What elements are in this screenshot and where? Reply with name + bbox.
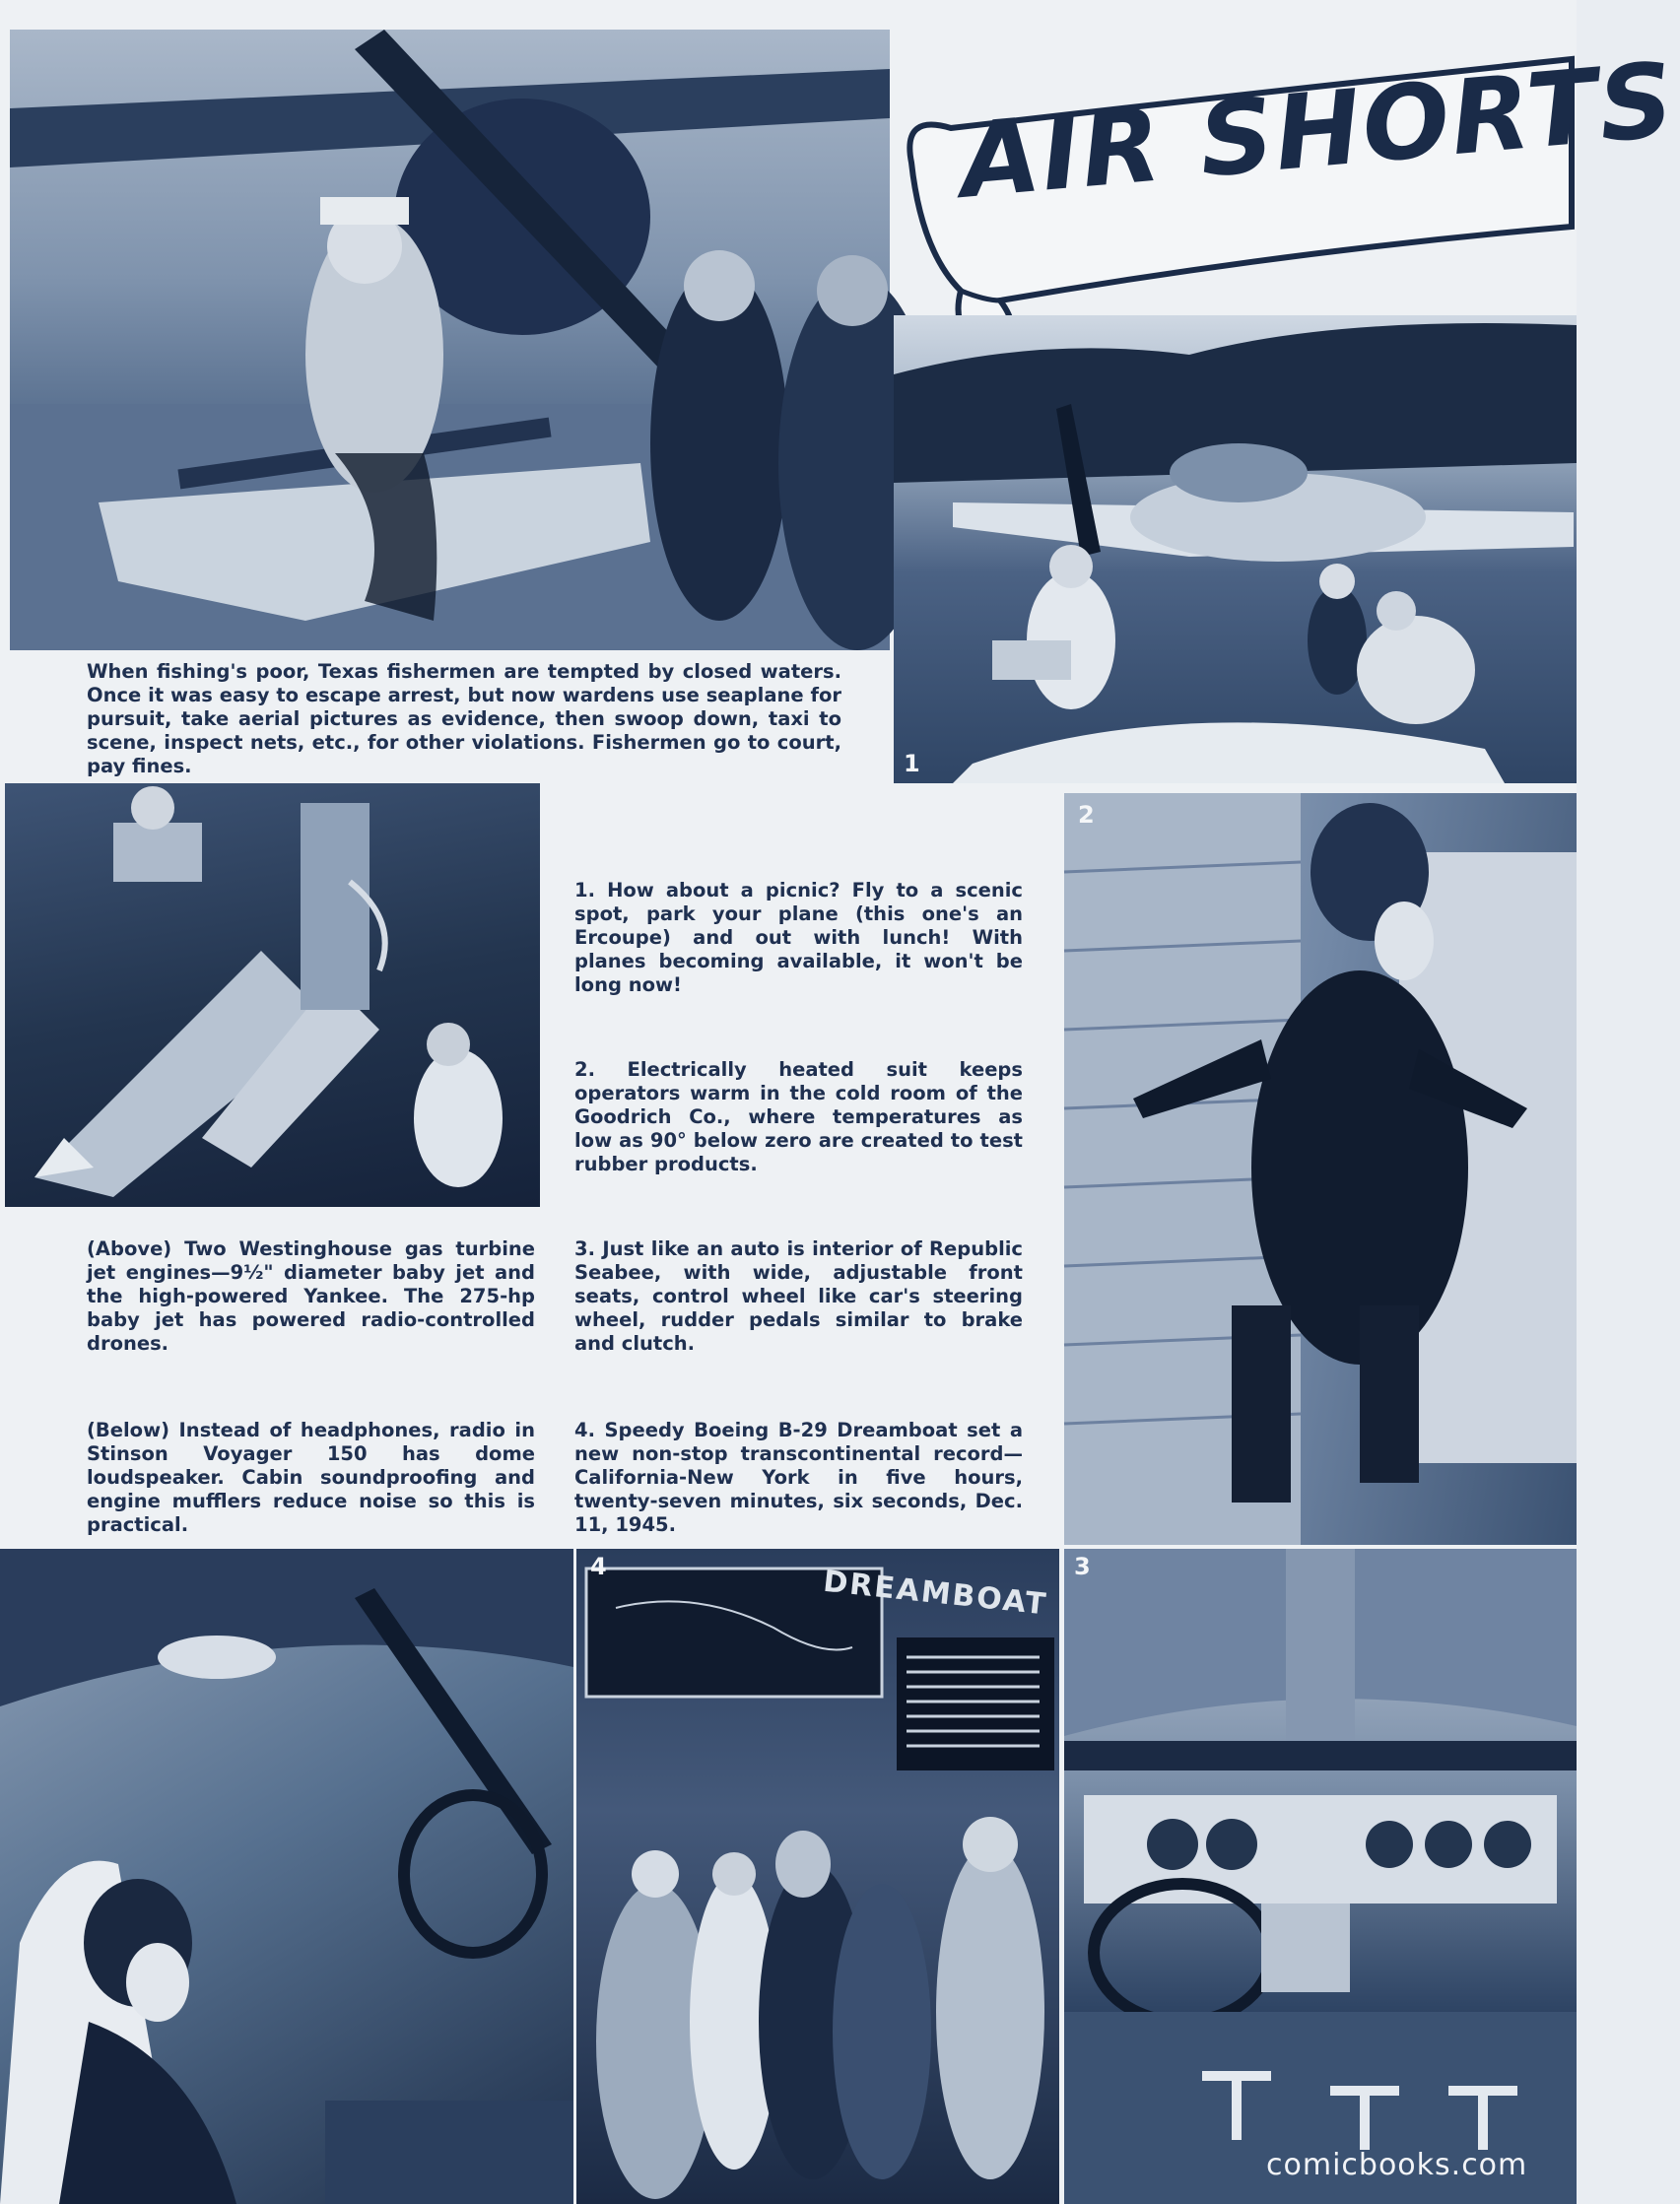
ercoupe-picnic-photo (894, 315, 1577, 783)
dreamboat-illustration (576, 1549, 1059, 2204)
photo-number-4: 4 (590, 1553, 607, 1580)
caption-item-3-text: Just like an auto is interior of Republic Seabee, with wide, adjustable front seats, control wheel like car's steering wheel, rudder pedals similar to brake and clutch. (574, 1237, 1023, 1355)
dreamboat-nose-label: DREAMBOAT (821, 1564, 1049, 1623)
source-watermark: comicbooks.com (1266, 2148, 1528, 2182)
heated-suit-illustration (1064, 793, 1577, 1545)
jet-engines-illustration (5, 783, 540, 1207)
seabee-cockpit-illustration (1064, 1549, 1577, 2204)
photo-number-1: 1 (904, 750, 920, 777)
caption-above: (Above) Two Westinghouse gas turbine jet engines—9½" diameter baby jet and the high-powered Yankee. The 275-hp baby jet has powered radio-controlled drones. (87, 1237, 535, 1355)
caption-item-2-number: 2. (574, 1058, 595, 1081)
caption-item-1-text: How about a picnic? Fly to a scenic spot, park your plane (this one's an Ercoupe) and out with lunch! With planes becoming available, it won't be long now! (574, 879, 1023, 996)
page-title: AIR SHORTS (955, 38, 1680, 222)
caption-item-1-number: 1. (574, 879, 595, 902)
caption-item-3-number: 3. (574, 1237, 595, 1260)
heated-suit-photo (1064, 793, 1577, 1545)
caption-fishing: When fishing's poor, Texas fishermen are tempted by closed waters. Once it was easy to escape arrest, but now wardens use seaplane for pursuit, take aerial pictures as evidence, then swoop down, taxi to scene, inspect nets, etc., for other violations. Fishermen go to court, pay fines. (87, 660, 841, 777)
photo-number-3: 3 (1074, 1553, 1091, 1580)
stinson-cabin-photo (0, 1549, 573, 2204)
seabee-interior-photo (1064, 1549, 1577, 2204)
air-shorts-banner (892, 38, 1680, 350)
caption-item-4-number: 4. (574, 1419, 595, 1441)
seaplane-illustration (10, 30, 890, 650)
seaplane-wardens-photo (10, 30, 890, 650)
caption-item-4-text: Speedy Boeing B-29 Dreamboat set a new non-stop transcontinental record—California-New York in five hours, twenty-seven minutes, six seconds, Dec. 11, 1945. (574, 1419, 1023, 1536)
caption-item-3 (574, 1237, 1023, 1356)
cabin-illustration (0, 1549, 573, 2204)
caption-item-2 (574, 1058, 1023, 1176)
caption-below: (Below) Instead of headphones, radio in Stinson Voyager 150 has dome loudspeaker. Cabin soundproofing and engine mufflers reduce noise so this is practical. (87, 1419, 535, 1536)
photo-number-2: 2 (1078, 801, 1095, 829)
westinghouse-jets-photo (5, 783, 540, 1207)
caption-item-2-text: Electrically heated suit keeps operators warm in the cold room of the Goodrich Co., where temperatures as low as 90° below zero are created to test rubber products. (574, 1058, 1023, 1175)
caption-item-1 (574, 879, 1023, 997)
dreamboat-crew-photo (576, 1549, 1059, 2204)
picnic-illustration (894, 315, 1577, 783)
caption-item-4 (574, 1419, 1023, 1537)
